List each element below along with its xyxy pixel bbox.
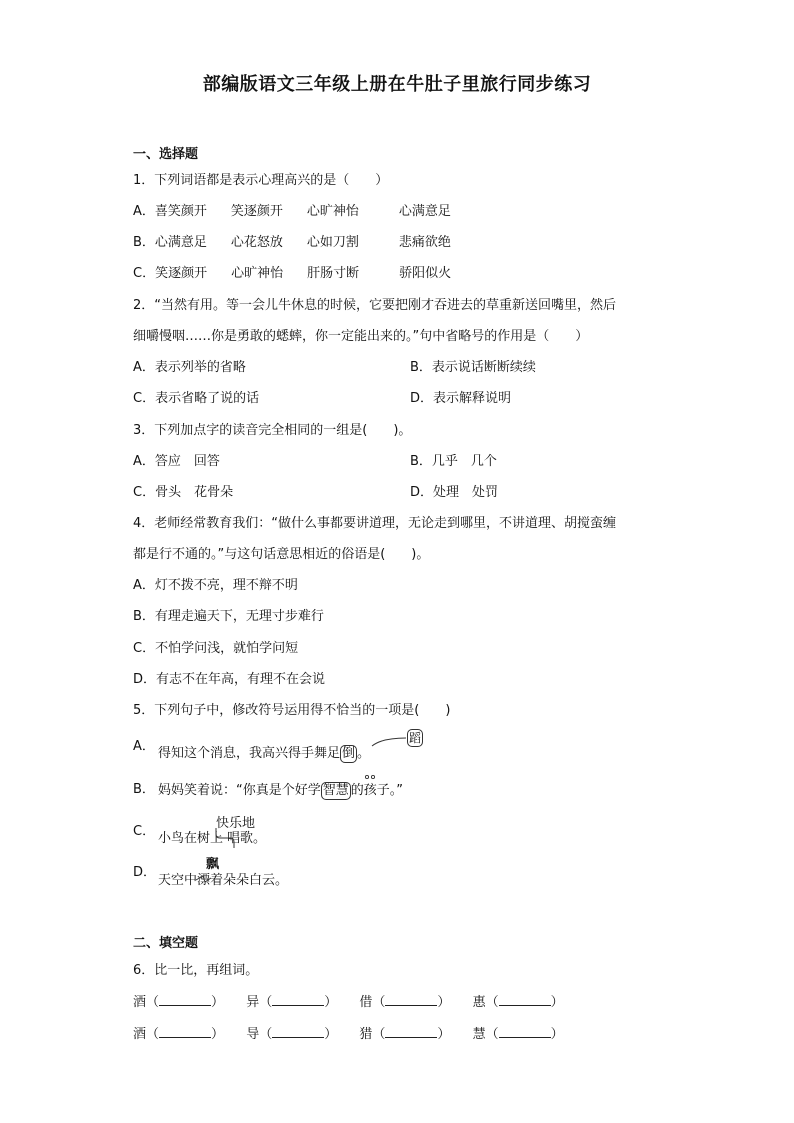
question-6-row-2 bbox=[133, 1025, 564, 1044]
option-word: 喜笑颜开 bbox=[154, 204, 207, 219]
question-2-stem-line-1: 2．“当然有用。等一会儿牛休息的时候，它要把刚才吞进去的草重新送回嘴里，然后 bbox=[133, 298, 617, 313]
compare-character: 借 bbox=[359, 995, 373, 1010]
paren: ） bbox=[324, 1027, 338, 1042]
question-3-option-d: D．处理 处罚 bbox=[410, 485, 499, 500]
option-word: 心满意足 bbox=[398, 204, 451, 219]
question-2-stem-line-2: 细嚼慢咽……你是勇敢的蟋蟀，你一定能出来的。”句中省略号的作用是（ ） bbox=[133, 329, 589, 344]
question-5-option-c-label: C． bbox=[133, 824, 156, 839]
question-3-option-c: C．骨头 花骨朵 bbox=[133, 485, 234, 500]
compare-character: 慧 bbox=[472, 1027, 486, 1042]
answer-blank[interactable] bbox=[272, 993, 324, 1006]
option-word: 悲痛欲绝 bbox=[398, 235, 451, 250]
compare-character: 酒 bbox=[133, 995, 147, 1010]
answer-blank[interactable] bbox=[159, 993, 211, 1006]
replace-mark-box: 倒 bbox=[342, 746, 356, 761]
question-5-option-d-sentence bbox=[158, 872, 288, 890]
insertion-mark bbox=[214, 826, 238, 850]
option-word: 心花怒放 bbox=[230, 235, 283, 250]
answer-blank[interactable] bbox=[499, 993, 551, 1006]
page-title: 部编版语文三年级上册在牛肚子里旅行同步练习 bbox=[202, 74, 592, 95]
option-label: A． bbox=[133, 204, 155, 219]
question-6-row-1 bbox=[133, 993, 564, 1012]
option-word: 心旷神怡 bbox=[231, 266, 284, 281]
question-5-option-b-label: B． bbox=[133, 782, 155, 797]
question-2-option-c: C．表示省略了说的话 bbox=[133, 391, 260, 406]
correction-box: 蹈 bbox=[409, 731, 422, 745]
sentence-text: 天空中 bbox=[158, 873, 198, 888]
question-4-option-d: D．有志不在年高，有理不在会说 bbox=[133, 672, 326, 687]
paren: ） bbox=[211, 995, 225, 1010]
paren: （ bbox=[372, 1027, 386, 1042]
option-word: 心满意足 bbox=[154, 235, 207, 250]
compare-character: 导 bbox=[246, 1027, 260, 1042]
paren: ） bbox=[211, 1027, 225, 1042]
paren: （ bbox=[485, 1027, 499, 1042]
option-word: 肝肠寸断 bbox=[307, 266, 360, 281]
option-word: 笑逐颜开 bbox=[155, 266, 208, 281]
question-6-stem: 6．比一比，再组词。 bbox=[133, 963, 259, 978]
sentence-text: 小鸟在树上 bbox=[158, 831, 224, 846]
paren: （ bbox=[146, 995, 160, 1010]
question-4-option-b: B．有理走遍天下，无理寸步难行 bbox=[133, 609, 324, 624]
answer-blank[interactable] bbox=[385, 1025, 437, 1038]
question-4-option-c: C．不怕学问浅，就怕学问短 bbox=[133, 641, 299, 656]
option-label: B． bbox=[133, 235, 155, 250]
question-4-stem-line-1: 4．老师经常教育我们：“做什么事都要讲道理，无论走到哪里，不讲道理、胡搅蛮缠 bbox=[133, 516, 617, 531]
sentence-text: 。 bbox=[357, 746, 371, 761]
struck-word bbox=[197, 872, 210, 890]
sentence-text: 唱歌。 bbox=[227, 831, 267, 846]
paren: ） bbox=[550, 1027, 564, 1042]
answer-blank[interactable] bbox=[272, 1025, 324, 1038]
option-label: C． bbox=[133, 266, 156, 281]
question-5-option-d-label: D． bbox=[133, 865, 157, 880]
sentence-text: 的孩子。” bbox=[350, 783, 404, 798]
question-5-option-c-sentence bbox=[158, 830, 266, 848]
answer-blank[interactable] bbox=[385, 993, 437, 1006]
question-5-option-a-sentence bbox=[158, 745, 370, 763]
paren: ） bbox=[324, 995, 338, 1010]
paren: ） bbox=[550, 995, 564, 1010]
question-1-stem: 1．下列词语都是表示心理高兴的是（ ） bbox=[133, 173, 389, 188]
question-3-stem: 3．下列加点字的读音完全相同的一组是( )。 bbox=[133, 423, 412, 438]
insertion-word: 快乐地 bbox=[216, 816, 256, 831]
compare-character: 异 bbox=[246, 995, 260, 1010]
swap-mark-box: 智慧 bbox=[322, 783, 349, 798]
question-2-option-a: A．表示列举的省略 bbox=[133, 360, 246, 375]
paren: （ bbox=[372, 995, 386, 1010]
correction-word: 飘 bbox=[206, 857, 220, 872]
option-word: 心旷神怡 bbox=[306, 204, 359, 219]
section-heading-fill: 二、填空题 bbox=[133, 936, 199, 951]
compare-character: 酒 bbox=[133, 1027, 147, 1042]
struck-text: 漂 bbox=[197, 873, 211, 888]
question-2-option-d: D．表示解释说明 bbox=[410, 391, 512, 406]
sentence-text: 着朵朵白云。 bbox=[210, 873, 289, 888]
question-3-option-b: B．几乎 几个 bbox=[410, 454, 497, 469]
question-4-option-a: A．灯不拨不亮，理不辩不明 bbox=[133, 578, 298, 593]
question-5-option-b-sentence bbox=[158, 782, 403, 800]
retain-mark-dots bbox=[362, 772, 382, 782]
paren: （ bbox=[259, 1027, 273, 1042]
compare-character: 猎 bbox=[359, 1027, 373, 1042]
question-4-stem-line-2: 都是行不通的。”与这句话意思相近的俗语是( )。 bbox=[133, 547, 430, 562]
paren: （ bbox=[485, 995, 499, 1010]
sentence-text: 妈妈笑着说：“你真是个好学 bbox=[158, 783, 321, 798]
answer-blank[interactable] bbox=[159, 1025, 211, 1038]
question-1-option-a bbox=[133, 203, 451, 221]
question-5-stem: 5．下列句子中，修改符号运用得不恰当的一项是( ) bbox=[133, 703, 451, 718]
correction-word bbox=[407, 729, 423, 747]
question-1-option-b bbox=[133, 234, 451, 252]
answer-blank[interactable] bbox=[499, 1025, 551, 1038]
question-1-option-c bbox=[133, 265, 451, 283]
compare-character: 惠 bbox=[472, 995, 486, 1010]
question-5-option-a-label: A． bbox=[133, 739, 155, 754]
sentence-text: 得知这个消息，我高兴得手舞足 bbox=[158, 746, 341, 761]
option-word: 心如刀割 bbox=[306, 235, 359, 250]
option-word: 笑逐颜开 bbox=[230, 204, 283, 219]
paren: ） bbox=[437, 995, 451, 1010]
paren: （ bbox=[259, 995, 273, 1010]
question-2-option-b: B．表示说话断断续续 bbox=[410, 360, 536, 375]
paren: ） bbox=[437, 1027, 451, 1042]
paren: （ bbox=[146, 1027, 160, 1042]
option-word: 骄阳似火 bbox=[399, 266, 452, 281]
question-3-option-a: A．答应 回答 bbox=[133, 454, 220, 469]
section-heading-choice: 一、选择题 bbox=[133, 147, 199, 162]
